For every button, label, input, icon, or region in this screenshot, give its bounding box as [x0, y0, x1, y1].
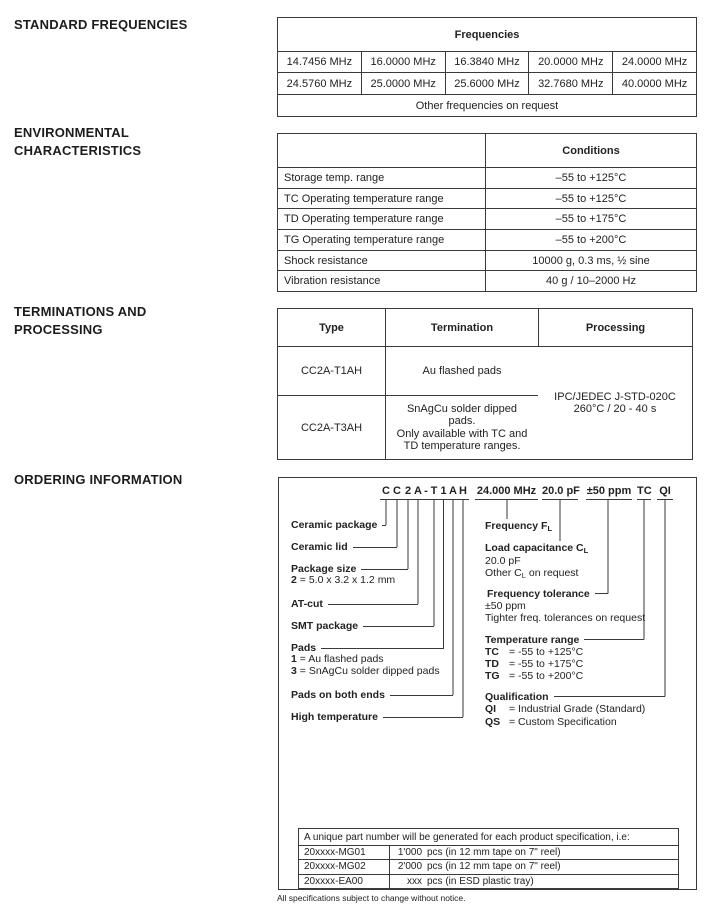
temperature-option: [485, 670, 583, 682]
packaging-description: pcs (in ESD plastic tray): [427, 875, 534, 887]
termination-line: TD temperature ranges.: [403, 440, 521, 452]
connector-line: [328, 604, 418, 605]
part-char: T: [430, 485, 438, 497]
option-key: 1: [291, 653, 297, 665]
callout-label: Ceramic lid: [291, 541, 348, 553]
callout-label: Qualification: [485, 690, 549, 703]
option-key: TD: [485, 658, 499, 670]
frequency-cell: 14.7456 MHz: [286, 56, 353, 68]
env-row-label: Storage temp. range: [284, 171, 385, 184]
environmental-table: [277, 133, 697, 292]
connector-line: [353, 547, 397, 548]
option-key: 3: [291, 665, 297, 677]
env-row-value: –55 to +200°C: [485, 230, 696, 250]
part-field-temperature: TC: [637, 484, 651, 500]
table-row: [278, 51, 696, 72]
env-row-label: TD Operating temperature range: [284, 213, 444, 226]
callout-ceramic-lid: [291, 540, 397, 554]
part-number-cell: 20xxxx-MG02: [304, 861, 366, 873]
option-value: = Industrial Grade (Standard): [509, 703, 646, 715]
processing-line: 260°C / 20 - 40 s: [573, 403, 657, 415]
frequency-cell: 40.0000 MHz: [612, 73, 696, 94]
temperature-option: [485, 646, 583, 658]
connector-line: [383, 717, 463, 718]
callout-label: Ceramic package: [291, 519, 378, 531]
part-char: C: [382, 485, 390, 497]
frequency-cell: 25.6000 MHz: [445, 73, 529, 94]
frequency-cell: 24.5760 MHz: [286, 77, 353, 90]
term-header-termination: Termination: [385, 309, 538, 346]
section-heading-environmental: ENVIRONMENTAL CHARACTERISTICS: [14, 125, 142, 158]
subscript: L: [547, 524, 553, 533]
frequencies-table-footer: Other frequencies on request: [415, 99, 559, 112]
connector-line: [390, 695, 453, 696]
text: Other C: [485, 567, 522, 579]
section-heading-ordering: ORDERING INFORMATION: [14, 472, 183, 487]
term-processing-cell: [538, 347, 692, 459]
quantity: 1'000: [397, 847, 422, 859]
qualification-option: [485, 716, 617, 728]
callout-ceramic-package: [291, 518, 386, 532]
frequencies-table: [277, 17, 697, 117]
part-chars-underline: [380, 499, 469, 500]
table-row: [278, 208, 696, 229]
frequency-cell: 24.0000 MHz: [612, 52, 696, 72]
env-row-value: –55 to +125°C: [485, 168, 696, 188]
processing-line: IPC/JEDEC J-STD-020C: [554, 390, 676, 403]
callout-high-temperature: [291, 710, 463, 724]
part-char: A: [449, 485, 457, 497]
callout-label: Package size: [291, 563, 357, 575]
part-char-separator: -: [424, 485, 428, 497]
connector-line: [361, 569, 408, 570]
termination-line: SnAgCu solder dipped: [406, 402, 518, 415]
load-capacitance-value: 20.0 pF: [485, 555, 521, 567]
package-size-option: [291, 574, 395, 586]
callout-label: Frequency F: [485, 520, 548, 532]
env-row-value: –55 to +125°C: [485, 189, 696, 209]
env-header-empty: [278, 134, 485, 167]
connector-line: [584, 639, 644, 640]
term-termination-cell: Au flashed pads: [422, 365, 502, 377]
text: on request: [525, 567, 579, 579]
frequency-cell: 32.7680 MHz: [528, 73, 612, 94]
part-field-qualification: QI: [657, 484, 673, 500]
callout-label: Temperature range: [485, 633, 580, 646]
callout-label: High temperature: [291, 711, 378, 723]
part-char: 2: [404, 485, 412, 497]
table-row: [299, 859, 678, 873]
option-value: = -55 to +200°C: [509, 670, 584, 682]
part-table-header: A unique part number will be generated for each product specification, i.e:: [304, 831, 630, 843]
env-row-value: 10000 g, 0.3 ms, ½ sine: [485, 251, 696, 271]
option-key: TC: [485, 646, 499, 658]
part-char: C: [393, 485, 401, 497]
env-row-label: Shock resistance: [284, 254, 368, 267]
footnote: All specifications subject to change without notice.: [277, 893, 466, 903]
section-heading-terminations: TERMINATIONS AND PROCESSING: [14, 304, 147, 337]
callout-label: Frequency tolerance: [487, 587, 590, 600]
load-capacitance-other: [485, 567, 578, 582]
env-row-label: TG Operating temperature range: [284, 233, 445, 246]
part-field-load-capacitance: 20.0 pF: [542, 484, 578, 500]
ordering-information-box: [278, 477, 697, 890]
option-key: QI: [485, 703, 497, 715]
connector-line: [595, 593, 608, 594]
subscript: L: [521, 571, 526, 580]
env-row-value: 40 g / 10–2000 Hz: [485, 271, 696, 291]
tolerance-value: ±50 ppm: [485, 600, 526, 612]
quantity: xxx: [407, 875, 422, 887]
frequency-cell: 16.3840 MHz: [445, 52, 529, 72]
frequencies-table-title: Frequencies: [454, 28, 520, 41]
part-char: 1: [440, 485, 447, 497]
subscript: L: [583, 546, 589, 555]
callout-temperature-range: [485, 633, 644, 647]
termination-line: Only available with TC and: [396, 427, 528, 440]
term-header-type: Type: [319, 321, 344, 334]
callout-label: SMT package: [291, 620, 359, 632]
packaging-description: pcs (in 12 mm tape on 7" reel): [427, 847, 561, 859]
callout-frequency: [485, 520, 552, 535]
callout-label: Load capacitance C: [485, 542, 584, 554]
part-number-cell: 20xxxx-EA00: [304, 875, 363, 887]
part-field-frequency: 24.000 MHz: [475, 484, 538, 500]
part-number-cell: 20xxxx-MG01: [304, 847, 366, 859]
callout-label: AT-cut: [291, 598, 323, 610]
tolerance-note: Tighter freq. tolerances on request: [485, 612, 646, 624]
option-value: = -55 to +125°C: [509, 646, 584, 658]
option-value: = -55 to +175°C: [509, 658, 584, 670]
term-type-cell: CC2A-T3AH: [278, 395, 385, 459]
part-char: A: [414, 485, 422, 497]
env-row-label: Vibration resistance: [284, 275, 381, 288]
connector-line: [382, 525, 386, 526]
table-row: [278, 270, 696, 291]
callout-smt-package: [291, 619, 434, 633]
termination-line: pads.: [448, 415, 476, 427]
table-row: [278, 229, 696, 250]
table-row: [299, 845, 678, 859]
terminations-table: [277, 308, 693, 460]
callout-qualification: [485, 690, 665, 704]
table-row: [278, 167, 696, 188]
env-row-value: –55 to +175°C: [485, 209, 696, 229]
packaging-description: pcs (in 12 mm tape on 7" reel): [427, 861, 561, 873]
qualification-option: [485, 703, 645, 715]
callout-pads-both-ends: [291, 688, 453, 702]
frequency-cell: 20.0000 MHz: [528, 52, 612, 72]
option-value: = Au flashed pads: [299, 653, 384, 665]
callout-label: Pads on both ends: [291, 689, 385, 701]
table-row: [278, 72, 696, 94]
callout-frequency-tolerance: [487, 587, 608, 601]
part-char: H: [459, 485, 467, 497]
option-value: = Custom Specification: [509, 716, 617, 728]
callout-at-cut: [291, 597, 418, 611]
env-header-conditions: Conditions: [485, 134, 696, 167]
term-type-cell: CC2A-T1AH: [300, 365, 363, 377]
option-value: = 5.0 x 3.2 x 1.2 mm: [299, 574, 396, 586]
option-value: = SnAgCu solder dipped pads: [299, 665, 440, 677]
callout-label: Pads: [291, 642, 317, 654]
pads-option-3: [291, 665, 440, 677]
option-key: 2: [291, 574, 297, 586]
section-heading-standard-frequencies: STANDARD FREQUENCIES: [14, 17, 188, 32]
part-field-tolerance: ±50 ppm: [586, 484, 632, 500]
connector-line: [321, 648, 443, 649]
frequency-cell: 25.0000 MHz: [361, 73, 445, 94]
table-row: [299, 874, 678, 888]
temperature-option: [485, 658, 583, 670]
option-key: TG: [485, 670, 500, 682]
table-row: [278, 188, 696, 209]
term-termination-cell: [386, 395, 538, 459]
term-header-processing: Processing: [538, 309, 692, 346]
connector-line: [363, 626, 434, 627]
table-row: [278, 250, 696, 271]
connector-line: [554, 696, 665, 697]
env-row-label: TC Operating temperature range: [284, 192, 444, 205]
option-key: QS: [485, 716, 501, 728]
quantity: 2'000: [397, 861, 422, 873]
part-number-example-table: [298, 828, 679, 889]
pads-option-1: [291, 653, 384, 665]
frequency-cell: 16.0000 MHz: [361, 52, 445, 72]
